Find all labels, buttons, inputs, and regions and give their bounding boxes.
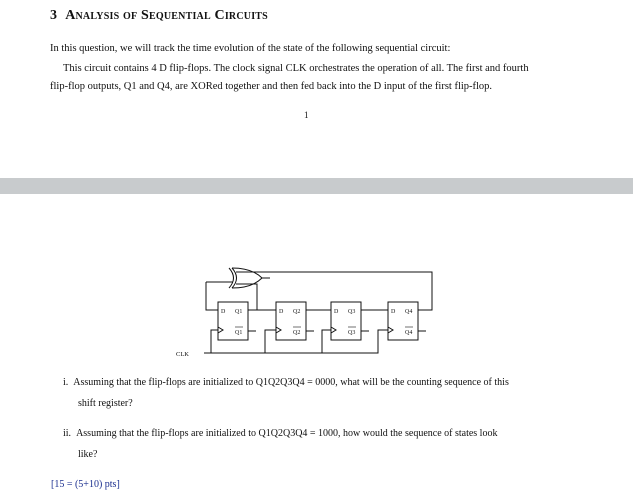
clock-label: CLK: [176, 351, 189, 358]
flip-flop-4: [388, 302, 418, 340]
ff4-qbar-label: Q4: [405, 330, 413, 336]
q4-feedback-wire: [250, 272, 432, 310]
question-2: [63, 428, 497, 439]
ff2-q-label: Q2: [293, 309, 301, 315]
question-1-line-1: Assuming that the flip-flops are initialized to Q1Q2Q3Q4 = 0000, what will be the counting sequence of this: [73, 377, 509, 388]
ff2-qbar-label: Q2: [293, 330, 301, 336]
flip-flop-2: [276, 302, 306, 340]
intro-text: In this question, we will track the time evolution of the state of the following sequential circuit:: [50, 43, 451, 54]
ff3-d-label: D: [334, 309, 339, 315]
description-line-2: flip-flop outputs, Q1 and Q4, are XORed together and then fed back into the D input of the first flip-flop.: [50, 81, 493, 92]
question-2-line-2: like?: [78, 449, 98, 460]
question-1: [63, 377, 509, 388]
question-1-marker: i.: [63, 377, 69, 388]
flip-flop-3: [331, 302, 361, 340]
question-2-marker: ii.: [63, 428, 72, 439]
ff1-qbar-label: Q1: [235, 330, 243, 336]
ff3-qbar-label: Q3: [348, 330, 356, 336]
question-1-line-2: shift register?: [78, 398, 133, 409]
section-number: 3: [50, 8, 58, 23]
ff4-d-label: D: [391, 309, 396, 315]
ff4-q-label: Q4: [405, 309, 413, 315]
page-number: 1: [304, 110, 309, 120]
ff3-q-label: Q3: [348, 309, 356, 315]
ff1-q-label: Q1: [235, 309, 243, 315]
flip-flop-1: [218, 302, 248, 340]
ff2-d-label: D: [279, 309, 284, 315]
ff1-d-label: D: [221, 309, 226, 315]
section-heading: Analysis of Sequential Circuits: [65, 8, 268, 23]
xor-to-d1-wire: [206, 282, 218, 310]
description-line-1: This circuit contains 4 D flip-flops. The clock signal CLK orchestrates the operation of all. The first and fourth: [63, 63, 529, 74]
question-2-line-1: Assuming that the flip-flops are initialized to Q1Q2Q3Q4 = 1000, how would the sequence of states look: [76, 428, 498, 439]
clock-wire: [204, 330, 218, 353]
points-label: [15 = (5+10) pts]: [51, 479, 120, 490]
